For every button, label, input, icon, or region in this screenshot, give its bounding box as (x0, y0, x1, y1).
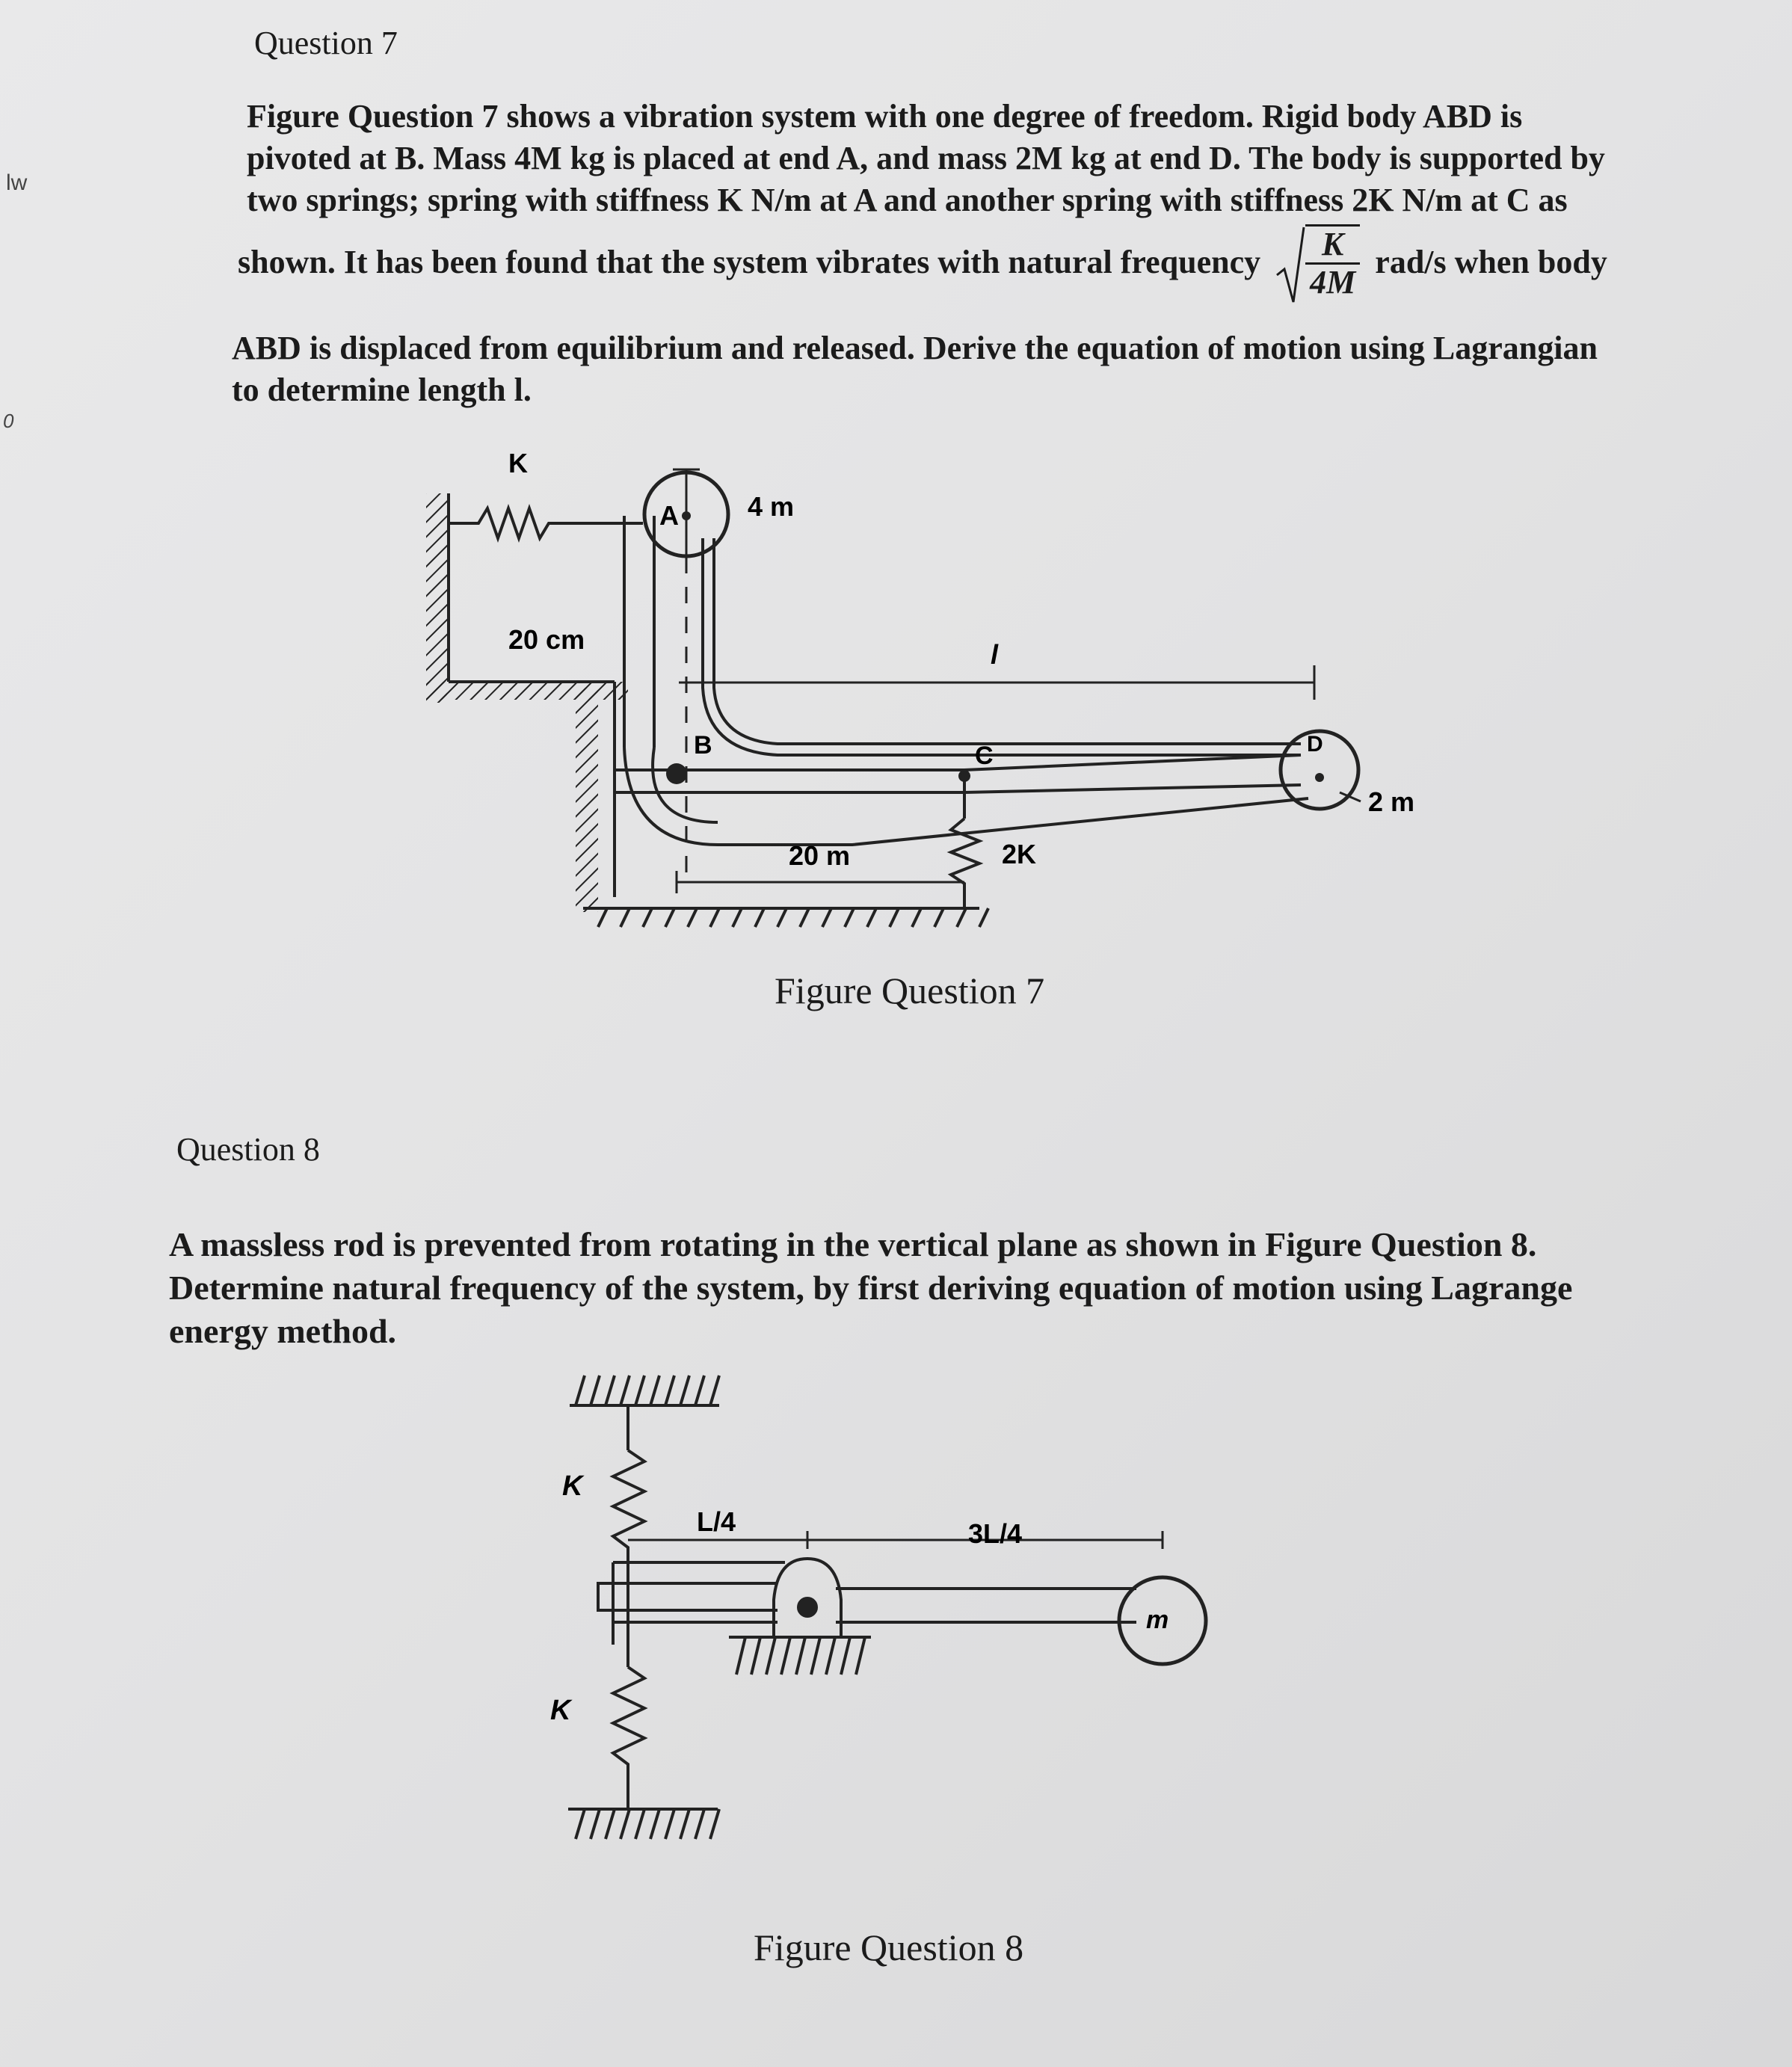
label-20m: 20 m (789, 840, 851, 871)
label-k-bottom: K (550, 1695, 571, 1726)
label-d: D (1307, 732, 1323, 757)
q8-line-1: A massless rod is prevented from rotating in the vertical plane as shown in Figure Question 8. (169, 1225, 1537, 1263)
q8-line-3: energy method. (169, 1312, 397, 1350)
label-k-top: K (562, 1470, 583, 1502)
spring-2k-at-c (951, 771, 979, 908)
pivot-b (666, 763, 687, 784)
label-l4: L/4 (697, 1506, 736, 1537)
freq-numerator: K (1305, 227, 1360, 265)
fixed-wall (426, 493, 979, 912)
rigid-body-abd (615, 516, 1308, 845)
q8-caption: Figure Question 8 (754, 1926, 1024, 1968)
d-dimension-tick (1340, 792, 1361, 801)
label-b: B (694, 731, 712, 760)
q8-paragraph (169, 1223, 1572, 1353)
margin-mark-mid: 0 (3, 410, 14, 432)
freq-denominator: 4M (1310, 264, 1356, 301)
q7-line-1: Figure Question 7 shows a vibration system with one degree of freedom. Rigid body ABD is (247, 98, 1523, 135)
q7-line-4-pre: shown. It has been found that the system vibrates with natural frequency (238, 244, 1261, 280)
label-2m: 2 m (1368, 786, 1415, 817)
q7-line-2: pivoted at B. Mass 4M kg is placed at end A, and mass 2M kg at end D. The body is supported by (247, 140, 1605, 176)
q8-heading: Question 8 (176, 1131, 320, 1168)
spring-k-at-a (449, 508, 643, 538)
natural-frequency-formula (1275, 224, 1360, 301)
dimension-l (679, 665, 1314, 700)
top-ground (570, 1376, 719, 1405)
sqrt-sign-icon (1275, 224, 1305, 306)
margin-mark-top: lw (6, 170, 28, 195)
spring-k-bottom (613, 1645, 644, 1809)
q7-line-4-post: rad/s when body (1375, 244, 1607, 280)
label-k: K (508, 448, 528, 478)
rod-frame (598, 1562, 1136, 1645)
q8-line-2: Determine natural frequency of the system, by first deriving equation of motion using Lagrange (169, 1269, 1573, 1307)
q7-line-6: to determine length l. (232, 372, 532, 408)
label-l: l (991, 639, 999, 670)
mass-a (644, 469, 728, 557)
q7-line-5: ABD is displaced from equilibrium and released. Derive the equation of motion using Lagrangian (232, 330, 1598, 366)
label-m: m (1146, 1606, 1169, 1634)
q7-paragraph (247, 96, 1605, 221)
q7-line-3: two springs; spring with stiffness K N/m at A and another spring with stiffness 2K N/m at C as (247, 182, 1568, 218)
spring-k-top (613, 1405, 644, 1562)
label-4m: 4 m (748, 491, 795, 522)
label-2k: 2K (1002, 839, 1037, 869)
bottom-ground (568, 1809, 719, 1839)
label-c: C (975, 742, 994, 770)
pivot-support (729, 1559, 871, 1675)
dimension-20m (677, 871, 964, 893)
label-a: A (659, 500, 679, 531)
ground-hatch (598, 908, 988, 927)
mass-d (1281, 731, 1358, 809)
dimension-lengths (628, 1531, 1163, 1549)
q7-paragraph-end (232, 327, 1598, 411)
q7-caption: Figure Question 7 (775, 970, 1045, 1011)
q7-frequency-line (238, 224, 1607, 301)
q7-heading: Question 7 (254, 25, 398, 61)
label-20cm: 20 cm (508, 624, 585, 655)
label-3l4: 3L/4 (968, 1518, 1023, 1549)
mass-m (1119, 1577, 1206, 1664)
